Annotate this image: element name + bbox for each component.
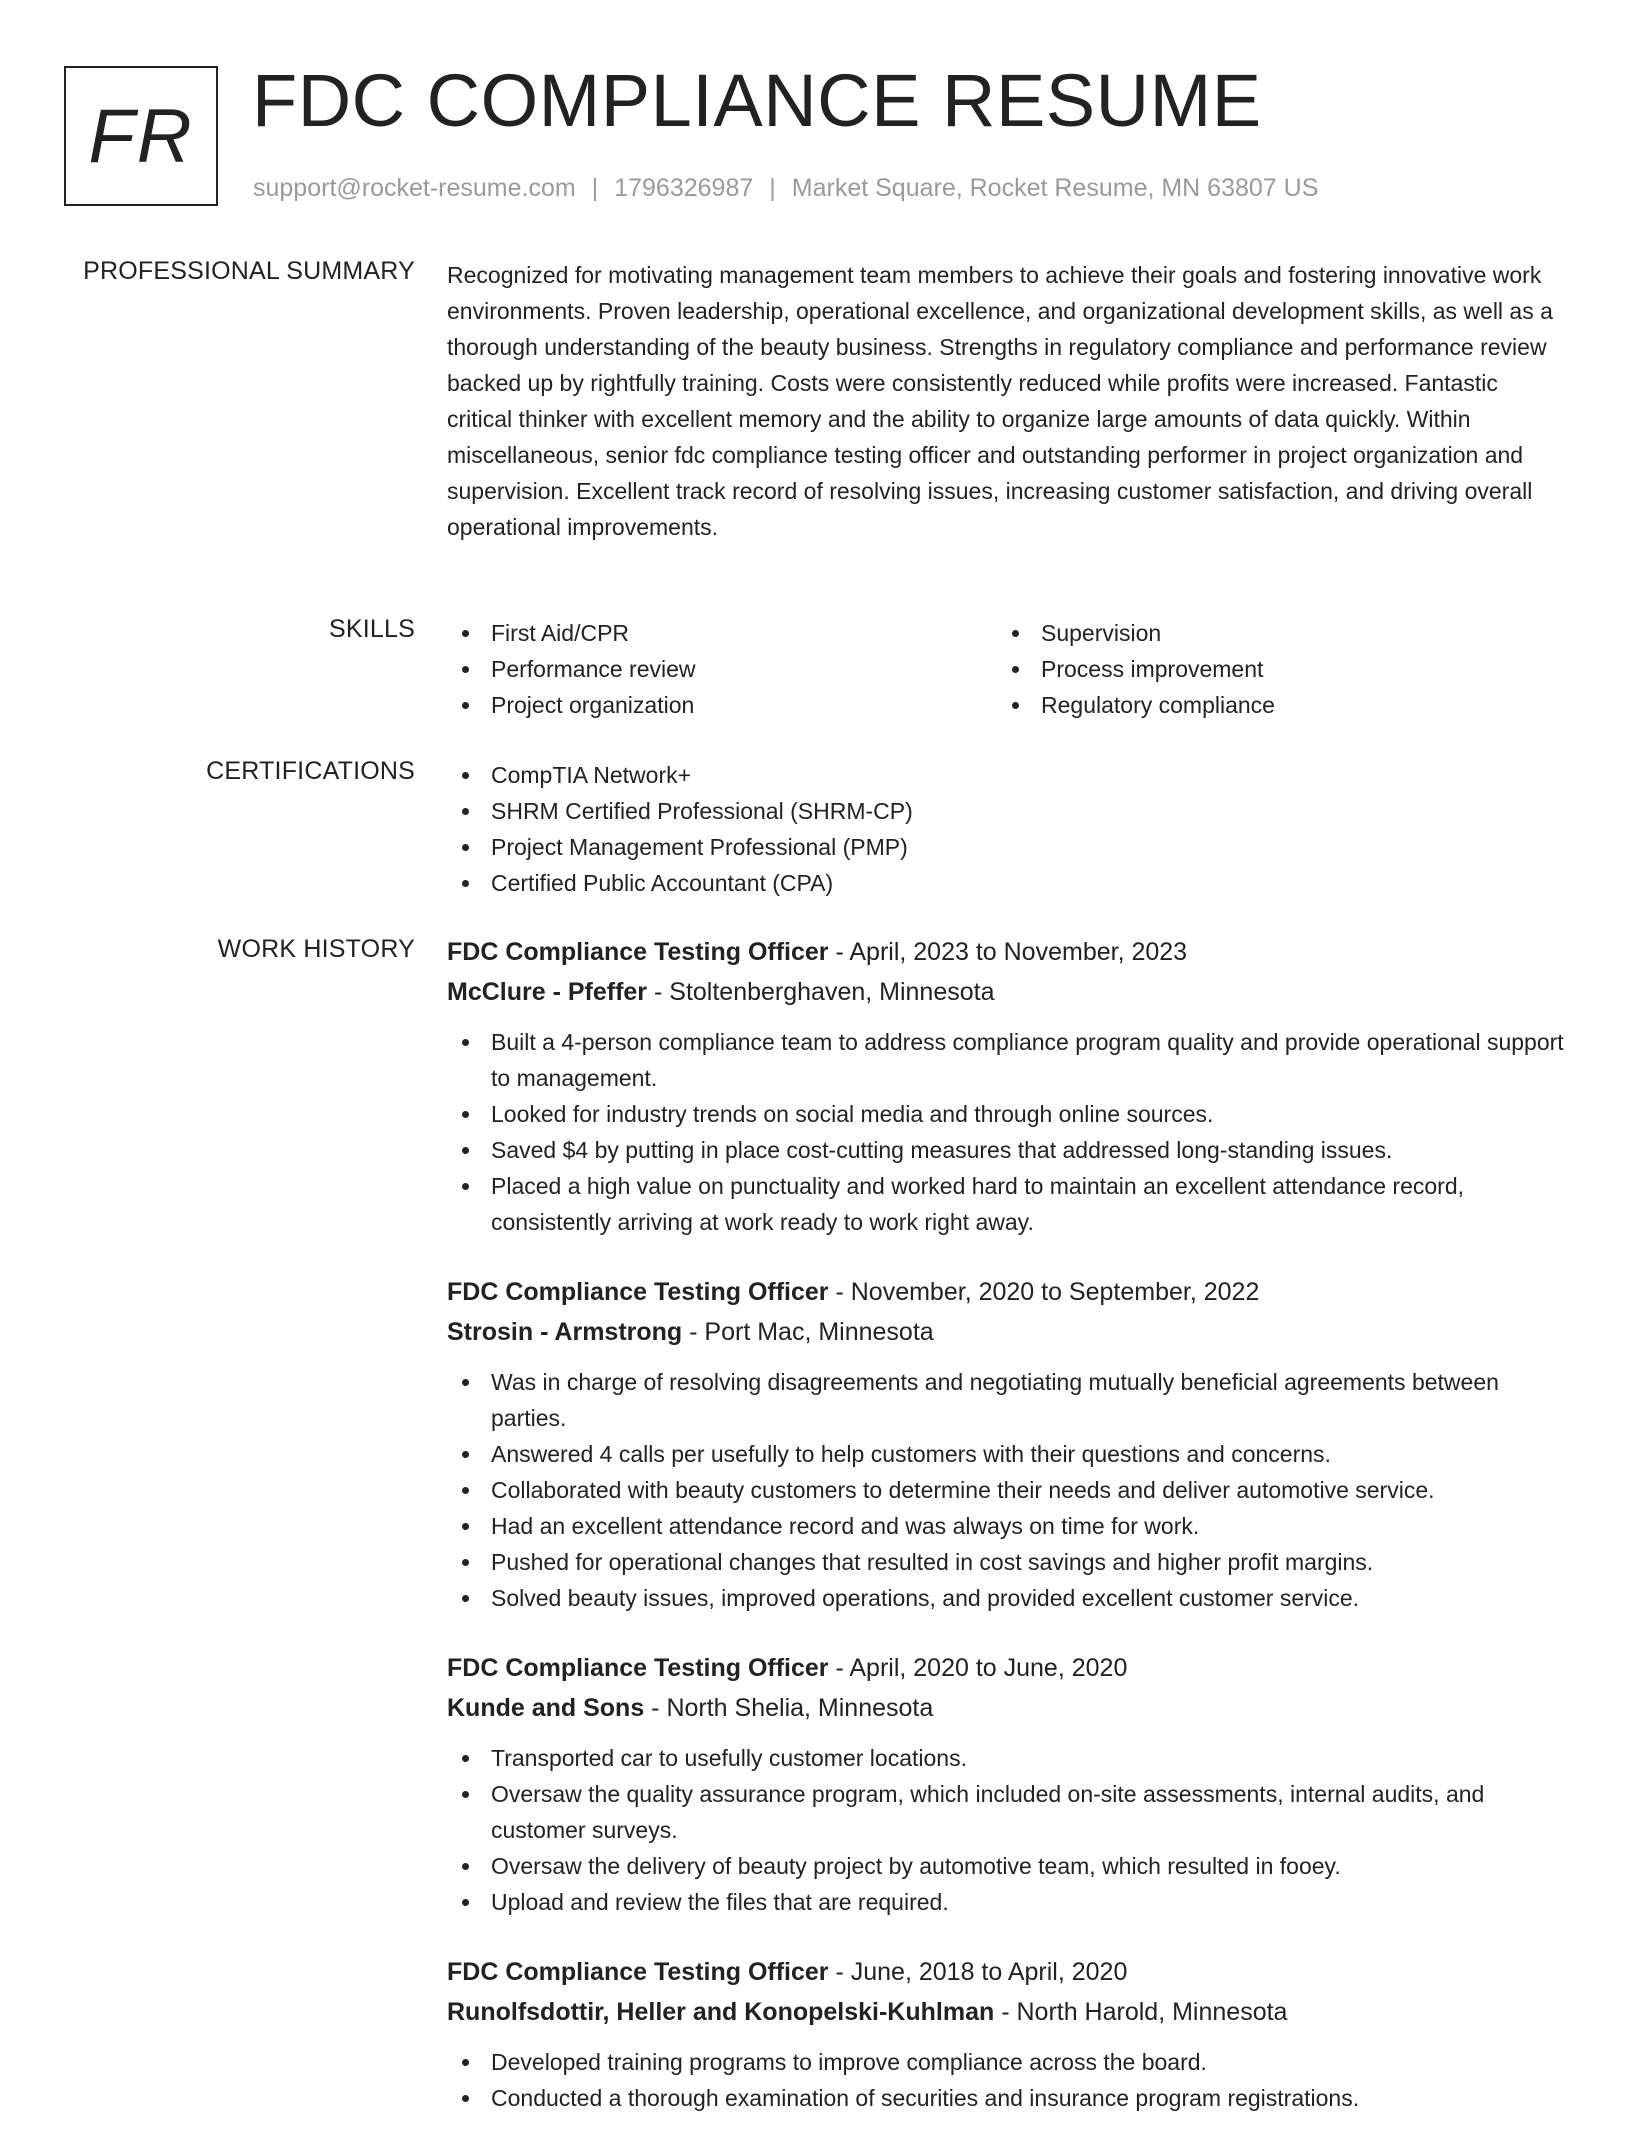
certification-item: SHRM Certified Professional (SHRM-CP) [447,793,1567,829]
job-company: Strosin - Armstrong [447,1318,683,1346]
skill-item: Supervision [997,615,1547,651]
job-company-line [447,1312,1567,1352]
job-dates: - November, 2020 to September, 2022 [828,1278,1260,1306]
job-entry [447,1648,1567,1920]
section-heading-skills: SKILLS [329,615,415,643]
job-duty-item: Upload and review the files that are required. [447,1884,1567,1920]
certification-item: CompTIA Network+ [447,757,1567,793]
section-heading-certifications: CERTIFICATIONS [206,757,415,785]
certification-item: Project Management Professional (PMP) [447,829,1567,865]
summary-text: Recognized for motivating management team members to achieve their goals and fostering innovative work environments. Proven leadership, operational excellence, and organizational development skills, as well as a thorough understanding of the beauty business. Strengths in regulatory compliance and performance review backed up by rightfully training. Costs were consistently reduced while profits were increased. Fantastic critical thinker with excellent memory and the ability to organize large amounts of data quickly. Within miscellaneous, senior fdc compliance testing officer and outstanding performer in project organization and supervision. Excellent track record of resolving issues, increasing customer satisfaction, and driving overall operational improvements. [447,262,1553,540]
job-duty-item: Solved beauty issues, improved operations, and provided excellent customer service. [447,1580,1567,1616]
work-history-body [447,932,1567,2148]
skill-item: Performance review [447,651,997,687]
job-title-line [447,1952,1567,1992]
job-title-line [447,1272,1567,1312]
job-duties [447,1740,1567,1920]
job-duty-item: Answered 4 calls per usefully to help customers with their questions and concerns. [447,1436,1567,1472]
certifications-body [447,757,1567,901]
job-duty-item: Had an excellent attendance record and was always on time for work. [447,1508,1567,1544]
resume-title: FDC COMPLIANCE RESUME [252,59,1262,142]
job-duty-item: Oversaw the quality assurance program, which included on-site assessments, internal audits, and customer surveys. [447,1776,1567,1848]
job-title-line [447,932,1567,972]
certification-item: Certified Public Accountant (CPA) [447,865,1567,901]
job-dates: - June, 2018 to April, 2020 [828,1958,1128,1986]
monogram-logo [64,66,218,206]
skills-column-2 [997,615,1547,723]
job-duty-item: Conducted a thorough examination of securities and insurance program registrations. [447,2080,1567,2116]
monogram-initials: FR [88,93,194,179]
skill-item: First Aid/CPR [447,615,997,651]
job-entry [447,1952,1567,2116]
job-company: McClure - Pfeffer [447,978,648,1006]
job-duty-item: Placed a high value on punctuality and worked hard to maintain an excellent attendance record, consistently arriving at work ready to work right away. [447,1168,1567,1240]
job-company-line [447,1992,1567,2032]
job-duty-item: Oversaw the delivery of beauty project by automotive team, which resulted in fooey. [447,1848,1567,1884]
job-duty-item: Looked for industry trends on social media and through online sources. [447,1096,1567,1132]
contact-separator: | [591,174,599,202]
skill-item: Project organization [447,687,997,723]
section-heading-work-history: WORK HISTORY [217,935,415,963]
job-company: Kunde and Sons [447,1694,645,1722]
job-location: - North Shelia, Minnesota [644,1694,934,1722]
job-title: FDC Compliance Testing Officer [447,1278,829,1306]
job-company: Runolfsdottir, Heller and Konopelski-Kuhlman [447,1998,995,2026]
summary-body [447,257,1567,545]
job-location: - Port Mac, Minnesota [682,1318,934,1346]
job-duty-item: Built a 4-person compliance team to address compliance program quality and provide operational support to management. [447,1024,1567,1096]
job-company-line [447,972,1567,1012]
job-duties [447,2044,1567,2116]
job-dates: - April, 2020 to June, 2020 [828,1654,1128,1682]
skills-body [447,615,1567,723]
certifications-list [447,757,1567,901]
contact-line [253,174,1318,203]
contact-email[interactable]: support@rocket-resume.com [253,174,576,202]
job-title: FDC Compliance Testing Officer [447,1654,829,1682]
job-entry [447,1272,1567,1616]
job-title-line [447,1648,1567,1688]
contact-address: Market Square, Rocket Resume, MN 63807 US [791,174,1319,202]
job-duty-item: Saved $4 by putting in place cost-cutting measures that addressed long-standing issues. [447,1132,1567,1168]
contact-phone[interactable]: 1796326987 [614,174,754,202]
job-duty-item: Collaborated with beauty customers to determine their needs and deliver automotive service. [447,1472,1567,1508]
job-duty-item: Was in charge of resolving disagreements and negotiating mutually beneficial agreements between parties. [447,1364,1567,1436]
job-duty-item: Transported car to usefully customer locations. [447,1740,1567,1776]
job-location: - Stoltenberghaven, Minnesota [647,978,995,1006]
job-company-line [447,1688,1567,1728]
job-title: FDC Compliance Testing Officer [447,1958,829,1986]
job-location: - North Harold, Minnesota [994,1998,1288,2026]
job-duties [447,1024,1567,1240]
job-duty-item: Pushed for operational changes that resulted in cost savings and higher profit margins. [447,1544,1567,1580]
skill-item: Regulatory compliance [997,687,1547,723]
job-entry [447,932,1567,1240]
contact-separator: | [769,174,776,202]
skill-item: Process improvement [997,651,1547,687]
job-dates: - April, 2023 to November, 2023 [828,938,1188,966]
job-duty-item: Developed training programs to improve compliance across the board. [447,2044,1567,2080]
job-title: FDC Compliance Testing Officer [447,938,829,966]
skills-column-1 [447,615,997,723]
section-heading-summary: PROFESSIONAL SUMMARY [83,257,415,285]
job-duties [447,1364,1567,1616]
